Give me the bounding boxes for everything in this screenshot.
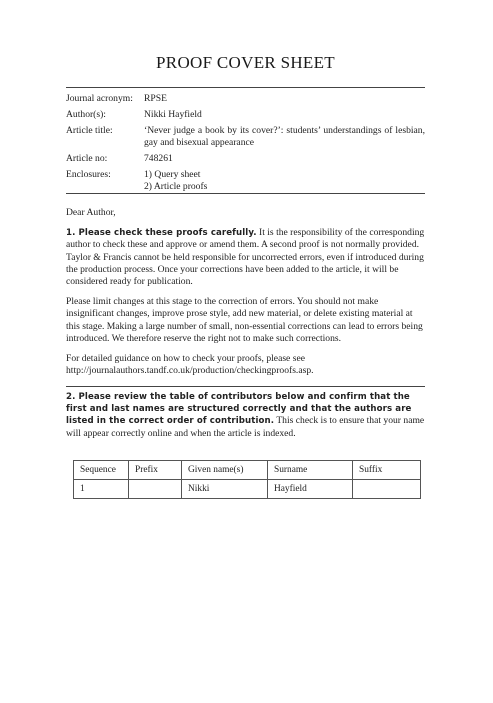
title-divider: [66, 87, 425, 88]
column-header: Prefix: [129, 461, 182, 480]
contributors-text: This check is to ensure that your name will appear correctly online and when the article is indexed.: [66, 415, 425, 439]
meta-value: ‘Never judge a book by its cover?’: students’ understandings of lesbian, gay and bisexual appearance: [144, 125, 425, 148]
table-cell: 1: [74, 480, 129, 499]
meta-value: Nikki Hayfield: [144, 109, 202, 120]
meta-row-authors: [66, 109, 425, 121]
enclosure-item: 2) Article proofs: [144, 181, 208, 192]
enclosure-item: 1) Query sheet: [144, 169, 201, 180]
table-cell: [129, 480, 182, 499]
table-cell: Nikki: [182, 480, 268, 499]
meta-label: Journal acronym:: [66, 93, 133, 104]
article-metadata: [66, 93, 425, 197]
contributors-instruction: [66, 391, 425, 440]
guidance-paragraph: For detailed guidance on how to check your proofs, please see http://journalauthors.tandf.co.uk/production/checkingproofs.asp.: [66, 353, 314, 377]
instruction-paragraph-1: [66, 227, 425, 288]
meta-row-article-no: [66, 153, 425, 165]
table-cell: [353, 480, 421, 499]
meta-value: RPSE: [144, 93, 167, 104]
table-row: [74, 480, 421, 499]
page-title: PROOF COVER SHEET: [156, 53, 335, 72]
meta-value: 748261: [144, 153, 173, 164]
column-header: Surname: [268, 461, 353, 480]
enclosure-list: [144, 169, 425, 193]
meta-label: Author(s):: [66, 109, 106, 120]
table-header-row: [74, 461, 421, 480]
meta-label: Enclosures:: [66, 169, 111, 180]
contributors-section: [66, 391, 425, 448]
contributors-table: [73, 460, 421, 499]
column-header: Suffix: [353, 461, 421, 480]
meta-label: Article no:: [66, 153, 108, 164]
section-divider: [66, 386, 425, 387]
greeting: Dear Author,: [66, 207, 116, 218]
meta-label: Article title:: [66, 125, 113, 136]
column-header: Sequence: [74, 461, 129, 480]
instruction-text: It is the responsibility of the corresponding author to check these and approve or amend them. A second proof is not normally provided. Taylor & Francis cannot be held responsible for uncorrected errors, even if introduced during the production process. Once your corrections have been added to the article, it will be considered ready for publication.: [66, 227, 425, 288]
contributors-heading: 2. Please review the table of contributors below and confirm that the first and last names are structured correctly and that the authors are listed in the correct order of contribution.: [66, 392, 412, 427]
instruction-heading: 1. Please check these proofs carefully.: [66, 228, 257, 239]
metadata-divider: [66, 193, 425, 194]
instruction-paragraph-2: Please limit changes at this stage to the correction of errors. You should not make insignificant changes, improve prose style, add new material, or delete existing material at this stage. Making a large number of small, non-essential corrections can lead to errors being introduced. We therefore reserve the right not to make such corrections.: [66, 296, 423, 344]
meta-row-enclosures: [66, 169, 425, 193]
table-cell: Hayfield: [268, 480, 353, 499]
column-header: Given name(s): [182, 461, 268, 480]
letter-section: [66, 207, 425, 385]
meta-row-journal: [66, 93, 425, 105]
meta-row-article-title: [66, 125, 425, 149]
